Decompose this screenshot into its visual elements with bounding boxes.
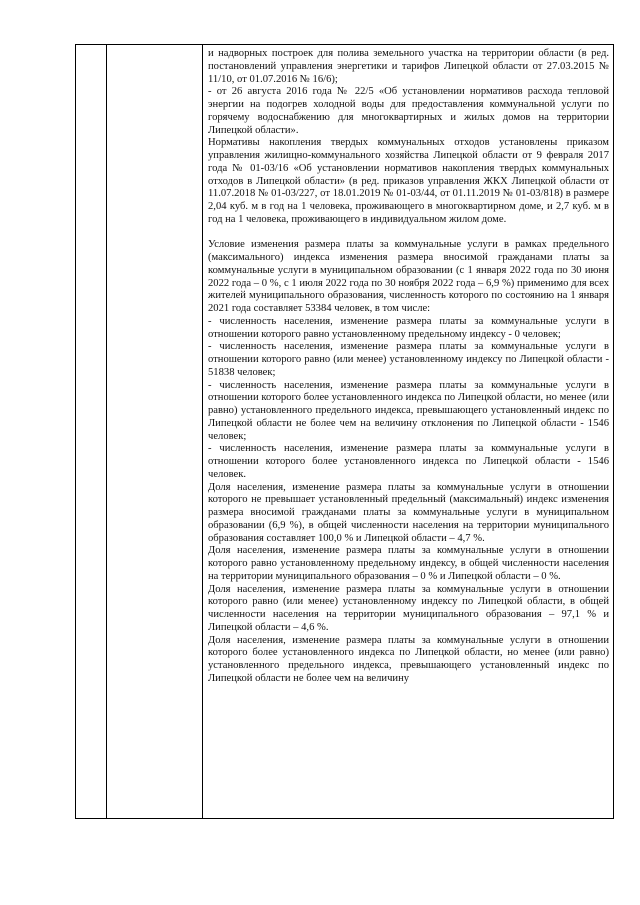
paragraph: - численность населения, изменение размера платы за коммунальные услуги в отношении которого равно установленному предельному индексу - 0 человек; [208, 315, 609, 340]
paragraph: Доля населения, изменение размера платы за коммунальные услуги в отношении которого более установленного индекса по Липецкой области, но менее (или равно) установленного предельного индекса, превышающего установленный индекс по Липецкой области не более чем на величину [208, 634, 609, 684]
document-table [75, 44, 614, 819]
paragraph: - численность населения, изменение размера платы за коммунальные услуги в отношении которого равно (или менее) установленному индексу по Липецкой области - 51838 человек; [208, 341, 609, 378]
paragraph: Доля населения, изменение размера платы за коммунальные услуги в отношении которого не превышает установленный предельный (максимальный) индекс изменения размера вносимой гражданами платы за коммунальные услуги в муниципальном образовании (6,9 %), в общей численности населения на территории муниципального образования составляет 100,0 % и Липецкой области – 4,7 %. [208, 481, 609, 544]
table-row [76, 45, 614, 819]
number-cell [76, 45, 107, 819]
paragraph: - численность населения, изменение размера платы за коммунальные услуги в отношении которого более установленного индекса по Липецкой области - 1546 человек. [208, 443, 609, 480]
name-cell [107, 45, 203, 819]
content-cell [203, 45, 614, 819]
paragraph: и надворных построек для полива земельного участка на территории области (в ред. постановлений управления энергетики и тарифов Липецкой области от 27.03.2015 № 11/10, от 01.07.2016 № 16/6); [208, 48, 609, 85]
paragraph: - численность населения, изменение размера платы за коммунальные услуги в отношении которого более установленного индекса по Липецкой области, но менее (или равно) установленного предельного индекса, превышающего установленный индекс по Липецкой области не более чем на величину отклонения по Липецкой области - 1546 человек; [208, 379, 609, 442]
paragraph: - от 26 августа 2016 года № 22/5 «Об установлении нормативов расхода тепловой энергии на подогрев холодной воды для предоставления коммунальной услуги по горячему водоснабжению для многоквартирных и жилых домов на территории Липецкой области». [208, 86, 609, 136]
paragraph: Доля населения, изменение размера платы за коммунальные услуги в отношении которого равно установленному предельному индексу, в общей численности населения на территории муниципального образования – 0 % и Липецкой области – 0 %. [208, 545, 609, 582]
paragraph: Нормативы накопления твердых коммунальных отходов установлены приказом управления жилищно-коммунального хозяйства Липецкой области от 9 февраля 2017 года № 01-03/16 «Об установлении нормативов накопления твердых коммунальных отходов в Липецкой области» (в ред. приказов управления ЖКХ Липецкой области от 11.07.2018 № 01-03/227, от 18.01.2019 № 01-03/44, от 01.11.2019 № 01-03/818) в размере 2,04 куб. м в год на 1 человека, проживающего в многоквартирном доме, и 2,7 куб. м в год на 1 человека, проживающего в индивидуальном жилом доме. [208, 137, 609, 225]
paragraph-gap [208, 227, 609, 240]
paragraph: Условие изменения размера платы за коммунальные услуги в рамках предельного (максимального) индекса изменения размера вносимой гражданами платы за коммунальные услуги в муниципальном образовании (с 1 января 2022 года по 30 июня 2022 года – 0 %, с 1 июля 2022 года по 30 ноября 2022 года – 6,9 %) применимо для всех жителей муниципального образования, численность которого по состоянию на 1 января 2021 года составляет 53384 человек, в том числе: [208, 239, 609, 314]
paragraph: Доля населения, изменение размера платы за коммунальные услуги в отношении которого равно (или менее) установленному индексу по Липецкой области, в общей численности населения на территории муниципального образования – 97,1 % и Липецкой области – 4,6 %. [208, 583, 609, 633]
content-text [203, 45, 613, 686]
